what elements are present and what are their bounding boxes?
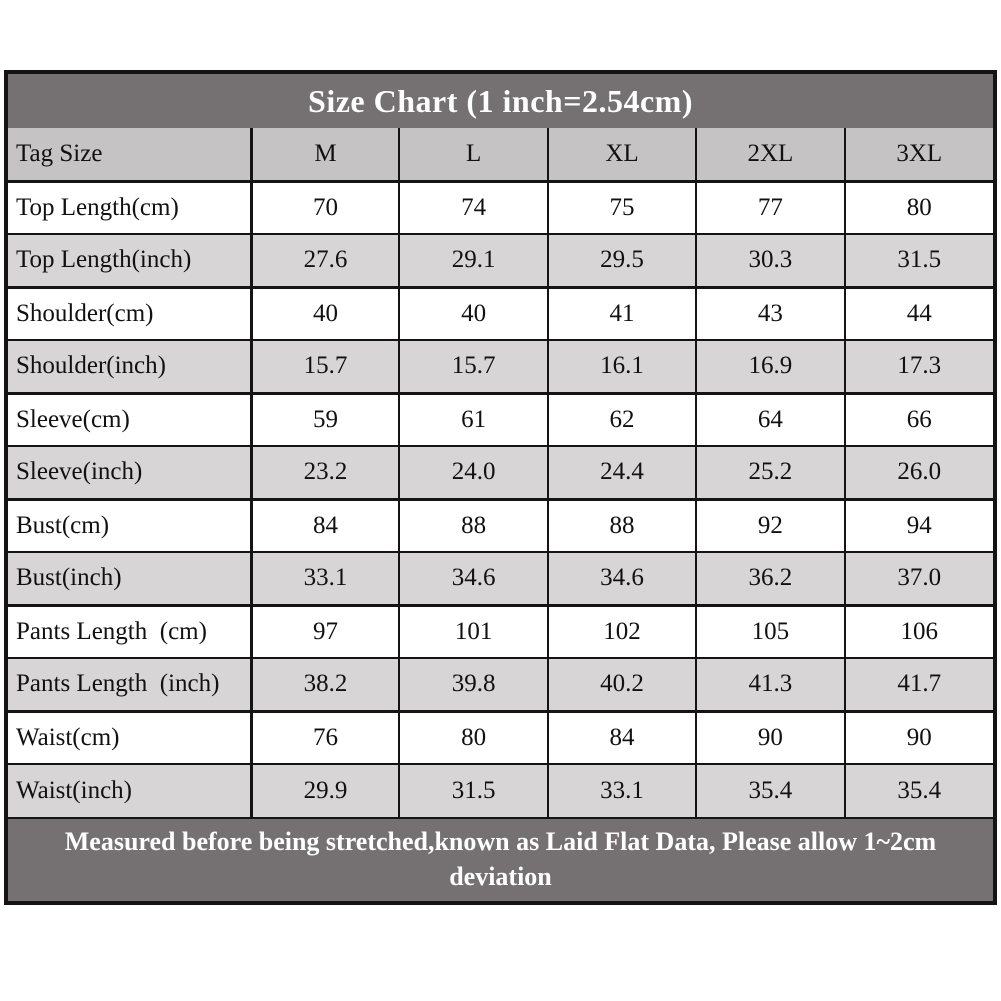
measurement-value: 62 [548, 393, 696, 446]
row-label: Shoulder(inch) [8, 340, 251, 393]
size-chart [4, 70, 997, 905]
measurement-value: 84 [251, 499, 399, 552]
size-column-header: 3XL [845, 128, 993, 181]
measurement-value: 97 [251, 605, 399, 658]
measurement-value: 34.6 [548, 552, 696, 605]
measurement-value: 15.7 [399, 340, 547, 393]
measurement-value: 66 [845, 393, 993, 446]
table-row [8, 764, 993, 817]
size-column-header: L [399, 128, 547, 181]
table-row [8, 711, 993, 764]
measurement-value: 41.3 [696, 658, 844, 711]
measurement-value: 31.5 [399, 764, 547, 817]
measurement-value: 76 [251, 711, 399, 764]
row-label: Pants Length (cm) [8, 605, 251, 658]
measurement-value: 29.9 [251, 764, 399, 817]
measurement-value: 88 [399, 499, 547, 552]
measurement-value: 106 [845, 605, 993, 658]
measurement-value: 24.4 [548, 446, 696, 499]
measurement-value: 34.6 [399, 552, 547, 605]
size-column-header: 2XL [696, 128, 844, 181]
measurement-value: 35.4 [696, 764, 844, 817]
size-chart-title: Size Chart (1 inch=2.54cm) [8, 74, 993, 128]
measurement-value: 26.0 [845, 446, 993, 499]
measurement-value: 15.7 [251, 340, 399, 393]
row-label: Sleeve(inch) [8, 446, 251, 499]
measurement-value: 40 [399, 287, 547, 340]
measurement-value: 24.0 [399, 446, 547, 499]
measurement-value: 17.3 [845, 340, 993, 393]
table-row [8, 181, 993, 234]
row-label: Waist(inch) [8, 764, 251, 817]
measurement-value: 31.5 [845, 234, 993, 287]
row-label: Waist(cm) [8, 711, 251, 764]
measurement-value: 29.1 [399, 234, 547, 287]
measurement-value: 80 [399, 711, 547, 764]
table-row [8, 393, 993, 446]
measurement-value: 90 [845, 711, 993, 764]
row-label: Shoulder(cm) [8, 287, 251, 340]
measurement-value: 40.2 [548, 658, 696, 711]
header-row [8, 128, 993, 181]
measurement-value: 84 [548, 711, 696, 764]
measurement-value: 41.7 [845, 658, 993, 711]
measurement-value: 75 [548, 181, 696, 234]
measurement-value: 77 [696, 181, 844, 234]
measurement-value: 30.3 [696, 234, 844, 287]
table-row [8, 499, 993, 552]
measurement-value: 16.1 [548, 340, 696, 393]
row-label: Top Length(inch) [8, 234, 251, 287]
table-row [8, 658, 993, 711]
tag-size-header: Tag Size [8, 128, 251, 181]
measurement-value: 23.2 [251, 446, 399, 499]
measurement-value: 40 [251, 287, 399, 340]
table-row [8, 605, 993, 658]
measurement-value: 88 [548, 499, 696, 552]
measurement-value: 94 [845, 499, 993, 552]
table-row [8, 446, 993, 499]
footnote: Measured before being stretched,known as Laid Flat Data, Please allow 1~2cm deviation [8, 817, 993, 901]
measurement-value: 39.8 [399, 658, 547, 711]
measurement-value: 16.9 [696, 340, 844, 393]
measurement-value: 38.2 [251, 658, 399, 711]
measurement-value: 64 [696, 393, 844, 446]
measurement-value: 36.2 [696, 552, 844, 605]
measurement-value: 37.0 [845, 552, 993, 605]
row-label: Pants Length (inch) [8, 658, 251, 711]
row-label: Bust(cm) [8, 499, 251, 552]
row-label: Top Length(cm) [8, 181, 251, 234]
measurement-value: 27.6 [251, 234, 399, 287]
size-column-header: XL [548, 128, 696, 181]
measurement-value: 44 [845, 287, 993, 340]
measurement-value: 102 [548, 605, 696, 658]
table-row [8, 340, 993, 393]
table-row [8, 287, 993, 340]
measurement-value: 101 [399, 605, 547, 658]
size-column-header: M [251, 128, 399, 181]
measurement-value: 43 [696, 287, 844, 340]
row-label: Sleeve(cm) [8, 393, 251, 446]
table-row [8, 552, 993, 605]
measurement-value: 105 [696, 605, 844, 658]
measurement-value: 70 [251, 181, 399, 234]
measurement-value: 35.4 [845, 764, 993, 817]
measurement-value: 92 [696, 499, 844, 552]
table-row [8, 234, 993, 287]
measurement-value: 41 [548, 287, 696, 340]
measurement-value: 61 [399, 393, 547, 446]
measurement-value: 33.1 [251, 552, 399, 605]
measurement-value: 74 [399, 181, 547, 234]
measurement-value: 80 [845, 181, 993, 234]
measurement-value: 59 [251, 393, 399, 446]
measurement-value: 29.5 [548, 234, 696, 287]
row-label: Bust(inch) [8, 552, 251, 605]
measurements-table [8, 128, 993, 817]
measurement-value: 25.2 [696, 446, 844, 499]
measurement-value: 90 [696, 711, 844, 764]
measurement-value: 33.1 [548, 764, 696, 817]
